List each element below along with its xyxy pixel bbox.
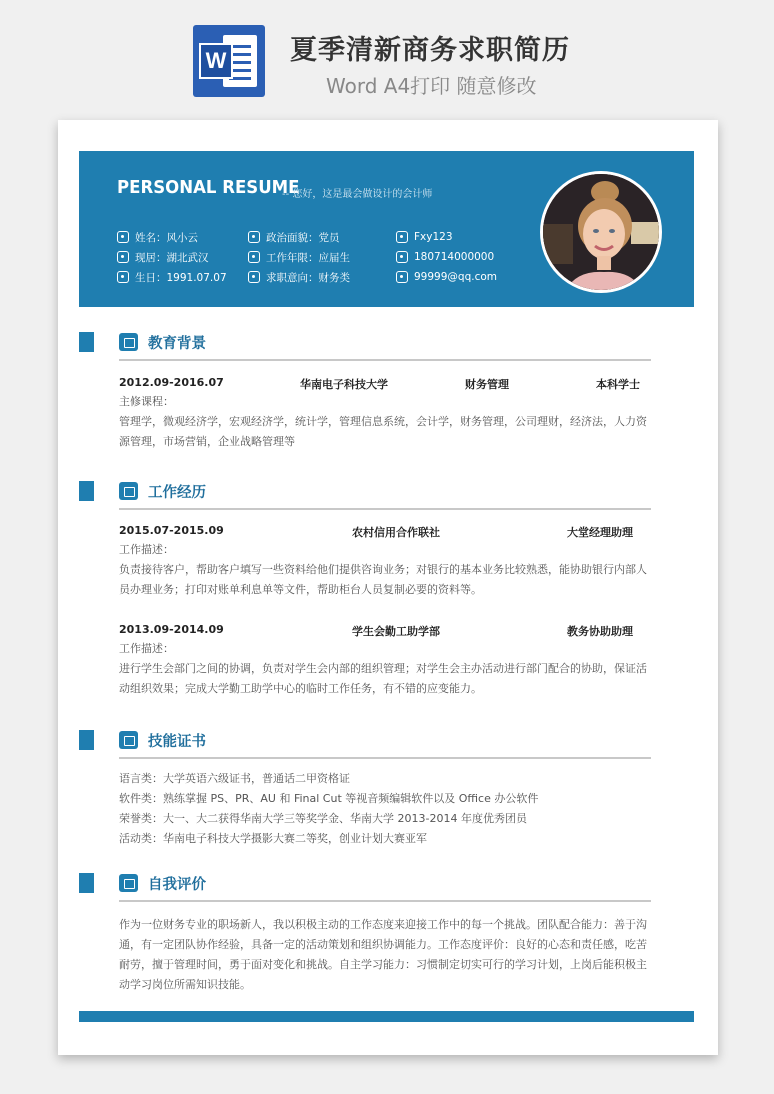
word-logo-icon: W xyxy=(193,25,265,97)
chat-icon xyxy=(396,231,408,243)
education-row: 2012.09-2016.07 华南电子科技大学 财务管理 本科学士 xyxy=(119,376,640,391)
section-title: 教育背景 xyxy=(148,336,206,352)
info-objective: 求职意向：财务类 xyxy=(248,269,350,285)
chart-icon xyxy=(119,482,138,500)
resume-page xyxy=(58,120,718,1055)
section-title: 技能证书 xyxy=(148,734,206,750)
section-self xyxy=(79,873,651,903)
info-wechat: Fxy123 xyxy=(396,229,453,245)
info-phone: 180714000000 xyxy=(396,249,494,265)
info-experience: 工作年限：应届生 xyxy=(248,249,350,265)
info-politics: 政治面貌：党员 xyxy=(248,229,340,245)
self-evaluation: 作为一位财务专业的职场新人，我以积极主动的工作态度来迎接工作中的每一个挑战。团队配合能力：善于沟通，有一定团队协作经验，具备一定的活动策划和组织协调能力。工作态度评价：良好的心态和责任感，吃苦耐劳，擅于管理时间，勇于面对变化和挑战。自主学习能力：习惯制定切实可行的学习计划，上岗后能积极主动学习岗位所需知识技能。 xyxy=(119,918,647,991)
section-education xyxy=(79,332,651,362)
calendar-icon xyxy=(117,271,129,283)
banner-title: 夏季清新商务求职简历 xyxy=(290,35,570,66)
mail-icon xyxy=(396,271,408,283)
job-desc: 进行学生会部门之间的协调，负责对学生会内部的组织管理；对学生会主办活动进行部门配合的协助，保证活动组织效果；完成大学勤工助学中心的临时工作任务，有不错的应变能力。 xyxy=(119,662,647,695)
resume-motto: -- 您好，这是最会做设计的会计师 xyxy=(282,189,433,200)
section-title: 自我评价 xyxy=(148,877,206,893)
person-icon xyxy=(117,231,129,243)
bottom-bar xyxy=(79,1011,694,1022)
graduation-cap-icon xyxy=(119,333,138,351)
job-desc: 负责接待客户，帮助客户填写一些资料给他们提供咨询业务；对银行的基本业务比较熟悉，能协助银行内部人员办理业务；打印对账单利息单等文件，帮助柜台人员复制必要的资料等。 xyxy=(119,563,647,596)
education-courses: 管理学，微观经济学，宏观经济学，统计学，管理信息系统，会计学，财务管理，公司理财，经济法，人力资源管理，市场营销，企业战略管理等 xyxy=(119,415,647,448)
info-name: 姓名：风小云 xyxy=(117,229,198,245)
skill-item: 活动类：华南电子科技大学摄影大赛二等奖，创业计划大赛亚军 xyxy=(119,832,427,845)
job-row: 2015.07-2015.09 农村信用合作联社 大堂经理助理 xyxy=(119,524,633,539)
target-icon xyxy=(248,271,260,283)
badge-icon xyxy=(248,231,260,243)
tag-icon xyxy=(119,731,138,749)
section-skills xyxy=(79,730,651,760)
top-banner xyxy=(0,0,774,110)
location-icon xyxy=(117,251,129,263)
person-icon xyxy=(119,874,138,892)
phone-icon xyxy=(396,251,408,263)
skill-item: 荣誉类：大一、大二获得华南大学三等奖学金、华南大学 2013-2014 年度优秀团员 xyxy=(119,812,527,825)
job-desc-label: 工作描述： xyxy=(119,642,174,655)
banner-subtitle: Word A4打印 随意修改 xyxy=(326,74,537,98)
profile-photo xyxy=(540,171,662,293)
info-birthday: 生日：1991.07.07 xyxy=(117,269,227,285)
job-row: 2013.09-2014.09 学生会勤工助学部 教务协助助理 xyxy=(119,623,633,638)
skill-item: 语言类：大学英语六级证书，普通话二甲资格证 xyxy=(119,772,350,785)
info-location: 现居：湖北武汉 xyxy=(117,249,209,265)
info-email: 99999@qq.com xyxy=(396,269,497,285)
section-title: 工作经历 xyxy=(148,485,206,501)
section-work xyxy=(79,481,651,511)
skill-item: 软件类：熟练掌握 PS、PR、AU 和 Final Cut 等视音频编辑软件以及 Office 办公软件 xyxy=(119,792,539,805)
resume-title: PERSONAL RESUME xyxy=(117,177,300,198)
education-courses-label: 主修课程： xyxy=(119,395,174,408)
team-icon xyxy=(248,251,260,263)
resume-header xyxy=(79,151,694,307)
job-desc-label: 工作描述： xyxy=(119,543,174,556)
